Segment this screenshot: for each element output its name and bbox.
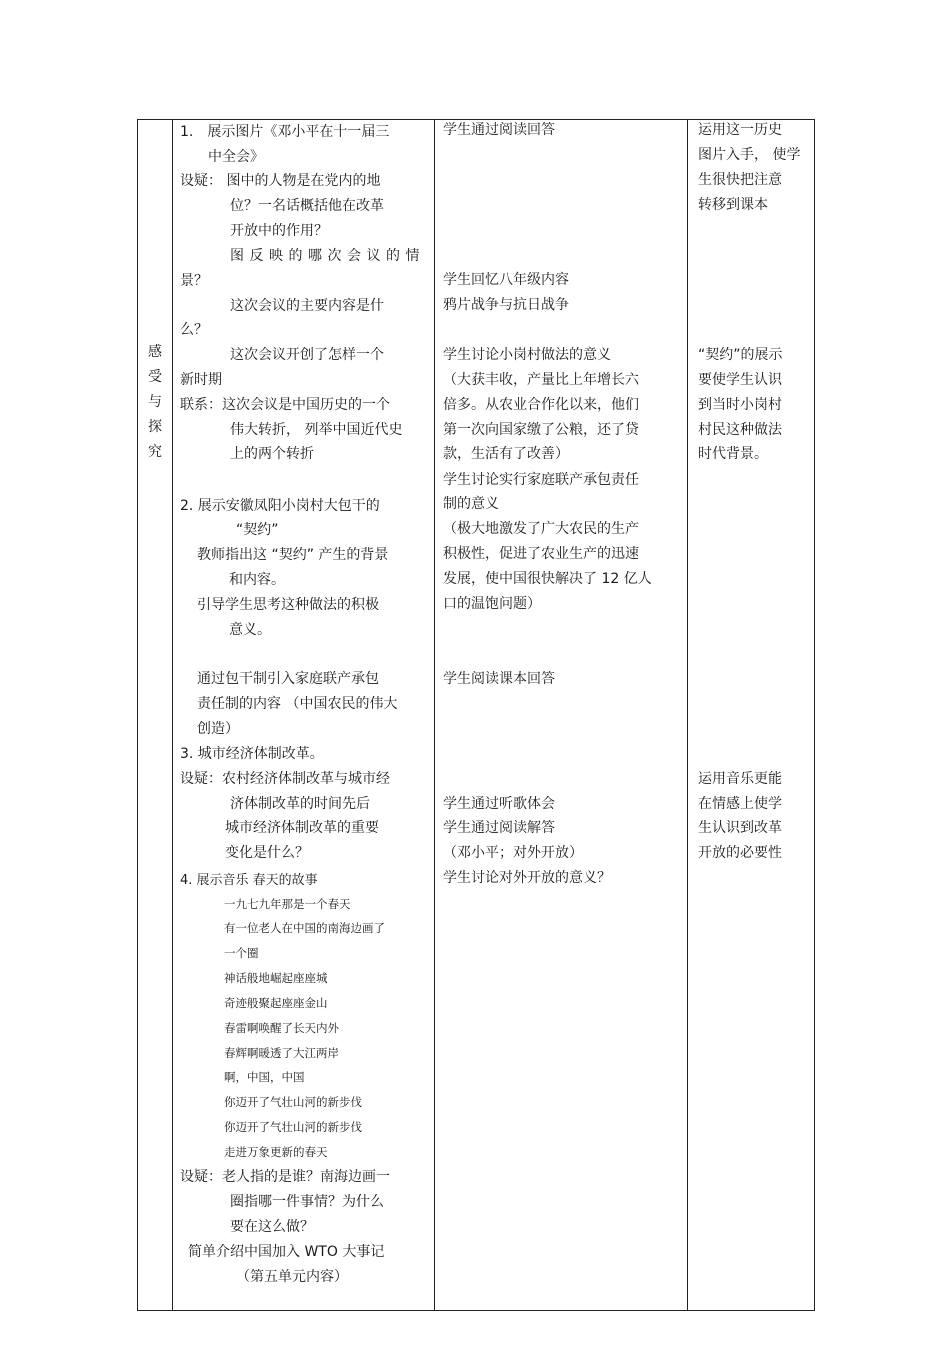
student-line: 款，生活有了改善） [443, 446, 569, 462]
activity-line: 教师指出这 “契约” 产生的背景 [197, 547, 389, 563]
intent-line: 运用这一历史 [698, 122, 782, 138]
activity-line: “契约” [236, 522, 279, 538]
lyric-line: 一九七九年那是一个春天 [224, 897, 351, 911]
student-line: 学生通过阅读回答 [443, 122, 555, 138]
activity-line: 要在这么做？ [230, 1219, 314, 1235]
lyric-line: 走进万象更新的春天 [224, 1145, 328, 1159]
activity-line: 和内容。 [229, 572, 285, 588]
student-line: （邓小平；对外开放） [443, 845, 583, 861]
intent-line: 在情感上使学 [698, 796, 782, 812]
activity-line: 圈指哪一件事情？为什么 [230, 1194, 384, 1210]
activity-line: 意义。 [229, 622, 271, 638]
activity-line: 简单介绍中国加入 WTO 大事记 [188, 1244, 385, 1260]
lyric-line: 春雷啊唤醒了长天内外 [224, 1021, 339, 1035]
student-line: 制的意义 [443, 496, 499, 512]
activity-line: 图反映的哪次会议的情 [230, 248, 425, 264]
activity-line: 这次会议开创了怎样一个 [230, 347, 384, 363]
activity-line: 1. 展示图片《邓小平在十一届三 [180, 124, 390, 140]
student-line: 学生通过听歌体会 [443, 796, 555, 812]
lyric-line: 啊，中国，中国 [224, 1070, 305, 1084]
activity-line: 设疑：老人指的是谁？南海边画一 [180, 1169, 390, 1185]
activity-line: 济体制改革的时间先后 [230, 796, 370, 812]
activity-line: 2. 展示安徽凤阳小岗村大包干的 [180, 498, 380, 514]
activity-line: 伟大转折， 列举中国近代史 [230, 422, 403, 438]
activity-line: 位？一名话概括他在改革 [230, 198, 384, 214]
intent-line: 运用音乐更能 [698, 771, 782, 787]
intent-line: 到当时小岗村 [698, 397, 782, 413]
column-divider [687, 120, 688, 1310]
student-line: 学生讨论对外开放的意义？ [443, 870, 611, 886]
intent-line: 转移到课本 [698, 197, 768, 213]
activity-line: 设疑：农村经济体制改革与城市经 [180, 771, 390, 787]
intent-line: 生很快把注意 [698, 172, 782, 188]
activity-line: 新时期 [180, 372, 222, 388]
column-divider [172, 120, 173, 1310]
activity-line: 开放中的作用？ [230, 223, 328, 239]
student-line: 学生讨论小岗村做法的意义 [443, 347, 611, 363]
activity-line: 中全会》 [208, 149, 264, 165]
activity-line: 么？ [180, 322, 208, 338]
activity-line: 设疑： 图中的人物是在党内的地 [180, 173, 381, 189]
student-line: 第一次向国家缴了公粮，还了贷 [443, 422, 639, 438]
activity-line: 城市经济体制改革的重要 [225, 820, 379, 836]
activity-line: 变化是什么？ [225, 845, 309, 861]
student-line: 学生回忆八年级内容 [443, 272, 569, 288]
lyric-line: 奇迹般聚起座座金山 [224, 996, 328, 1010]
intent-line: 图片入手， 使学 [698, 147, 801, 163]
activity-line: 上的两个转折 [230, 446, 314, 462]
lesson-table [137, 119, 815, 1311]
intent-line: 生认识到改革 [698, 820, 782, 836]
lyric-line: 春辉啊暖透了大江两岸 [224, 1046, 339, 1060]
activity-line: 责任制的内容 （中国农民的伟大 [197, 696, 398, 712]
intent-line: “契约”的展示 [698, 347, 783, 363]
activity-line: 4. 展示音乐 春天的故事 [180, 873, 318, 888]
activity-line: 这次会议的主要内容是什 [230, 298, 384, 314]
lyric-line: 你迈开了气壮山河的新步伐 [224, 1095, 362, 1109]
student-line: 积极性，促进了农业生产的迅速 [443, 546, 639, 562]
student-line: （大获丰收，产量比上年增长六 [443, 372, 639, 388]
activity-line: 通过包干制引入家庭联产承包 [197, 671, 379, 687]
activity-line: 引导学生思考这种做法的积极 [197, 597, 379, 613]
student-line: 学生讨论实行家庭联产承包责任 [443, 472, 639, 488]
student-line: 学生阅读课本回答 [443, 671, 555, 687]
lyric-line: 有一位老人在中国的南海边画了 [224, 921, 385, 935]
intent-line: 村民这种做法 [698, 422, 782, 438]
lyric-line: 你迈开了气壮山河的新步伐 [224, 1120, 362, 1134]
activity-line: 景？ [180, 273, 208, 289]
activity-line: 创造） [197, 721, 239, 737]
activity-line: （第五单元内容） [236, 1269, 348, 1285]
section-label: 感 受 与 探 究 [148, 344, 162, 460]
student-line: 鸦片战争与抗日战争 [443, 297, 569, 313]
student-line: 学生通过阅读解答 [443, 820, 555, 836]
intent-line: 要使学生认识 [698, 372, 782, 388]
column-divider [434, 120, 435, 1310]
student-line: 口的温饱问题） [443, 596, 541, 612]
student-line: 发展，使中国很快解决了 12 亿人 [443, 571, 652, 587]
intent-line: 时代背景。 [698, 446, 768, 462]
lyric-line: 神话般地崛起座座城 [224, 971, 328, 985]
intent-line: 开放的必要性 [698, 845, 782, 861]
student-line: （极大地激发了广大农民的生产 [443, 521, 639, 537]
activity-line: 3. 城市经济体制改革。 [180, 746, 324, 762]
activity-line: 联系：这次会议是中国历史的一个 [180, 397, 390, 413]
lyric-line: 一个圈 [224, 946, 259, 960]
student-line: 倍多。从农业合作化以来，他们 [443, 397, 639, 413]
